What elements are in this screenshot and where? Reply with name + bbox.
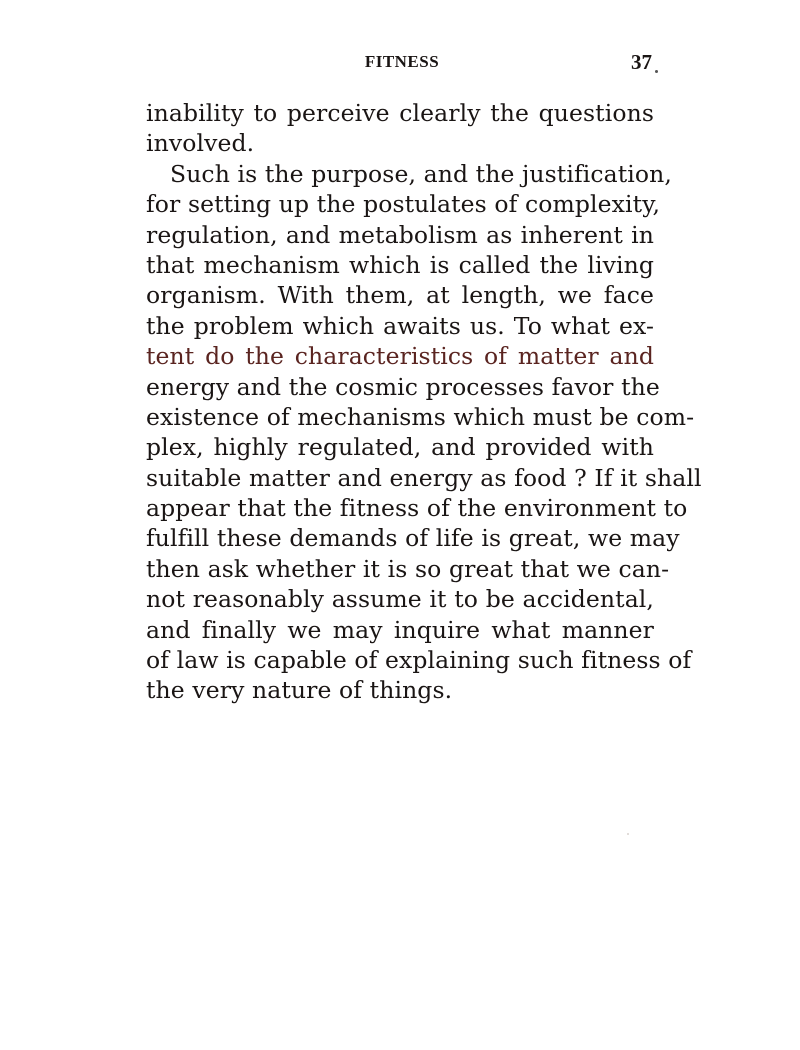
text-line: involved.: [146, 129, 255, 158]
text-line: organism. With them, at length, we face: [146, 281, 654, 310]
body-text: [146, 98, 702, 706]
text-line: energy and the cosmic processes favor the: [146, 372, 660, 401]
text-line: that mechanism which is called the living: [146, 250, 654, 279]
text-line: for setting up the postulates of complexity,: [146, 190, 661, 219]
text-line: fulfill these demands of life is great, we may: [146, 524, 680, 553]
paragraph-start-line: Such is the purpose, and the justification,: [170, 159, 672, 188]
text-line: of law is capable of explaining such fitness of: [146, 646, 692, 675]
paper-speck: [627, 833, 629, 835]
running-title: FITNESS: [364, 52, 440, 71]
running-head: [146, 50, 658, 80]
text-line: existence of mechanisms which must be com-: [146, 402, 695, 431]
print-speck: [655, 70, 658, 73]
text-line: and finally we may inquire what manner: [146, 615, 654, 644]
text-line: not reasonably assume it to be accidental,: [146, 585, 654, 614]
text-line: the problem which awaits us. To what ex-: [146, 311, 654, 340]
text-line: tent do the characteristics of matter and: [146, 342, 654, 371]
text-line: inability to perceive clearly the questions: [146, 99, 654, 127]
page-number: 37: [631, 50, 652, 74]
text-line: regulation, and metabolism as inherent in: [146, 220, 654, 249]
text-line: then ask whether it is so great that we can-: [146, 554, 670, 583]
text-line: the very nature of things.: [146, 676, 453, 705]
text-line: appear that the fitness of the environment to: [146, 494, 688, 523]
text-line: plex, highly regulated, and provided with: [146, 433, 654, 462]
text-line: suitable matter and energy as food ? If it shall: [146, 463, 702, 492]
